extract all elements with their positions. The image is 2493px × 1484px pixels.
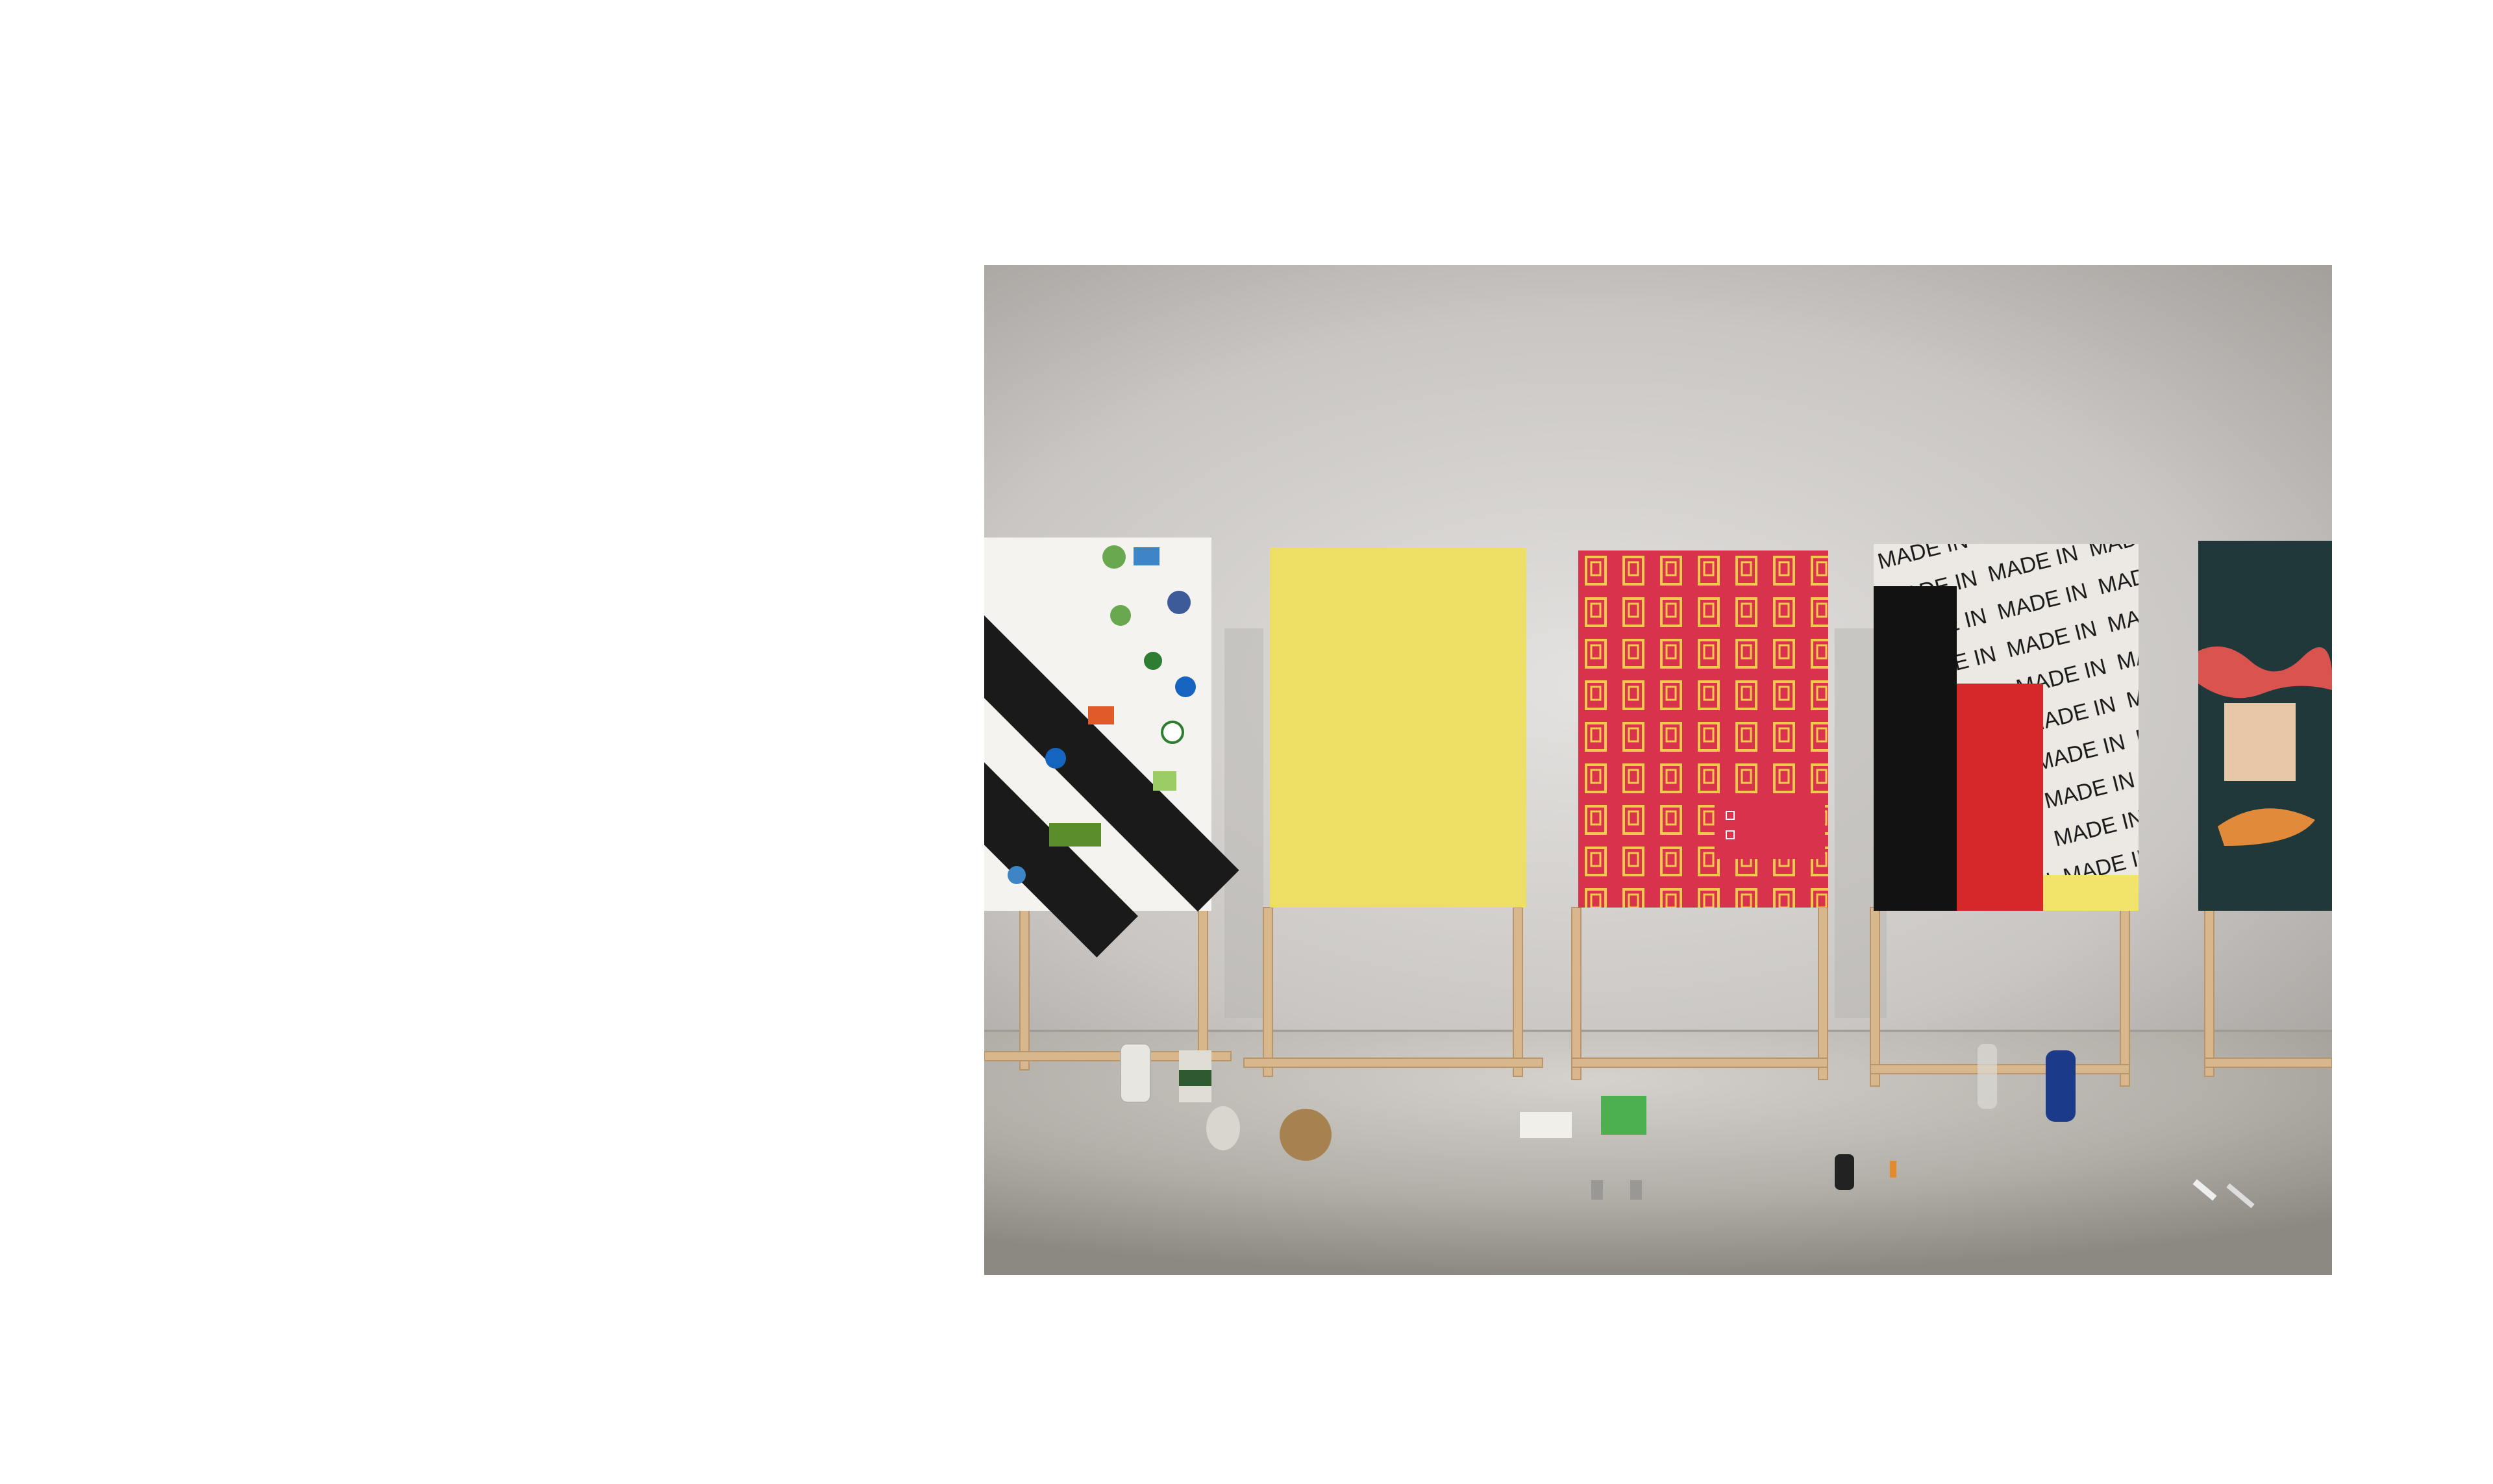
poster-bio-siegel xyxy=(1270,547,1526,908)
poster-red-pattern xyxy=(1578,550,1828,908)
poster-made-in-germany xyxy=(1874,544,2139,911)
exhibition-photo xyxy=(984,265,2332,1275)
description xyxy=(170,417,797,459)
poster-pa xyxy=(2198,541,2332,911)
